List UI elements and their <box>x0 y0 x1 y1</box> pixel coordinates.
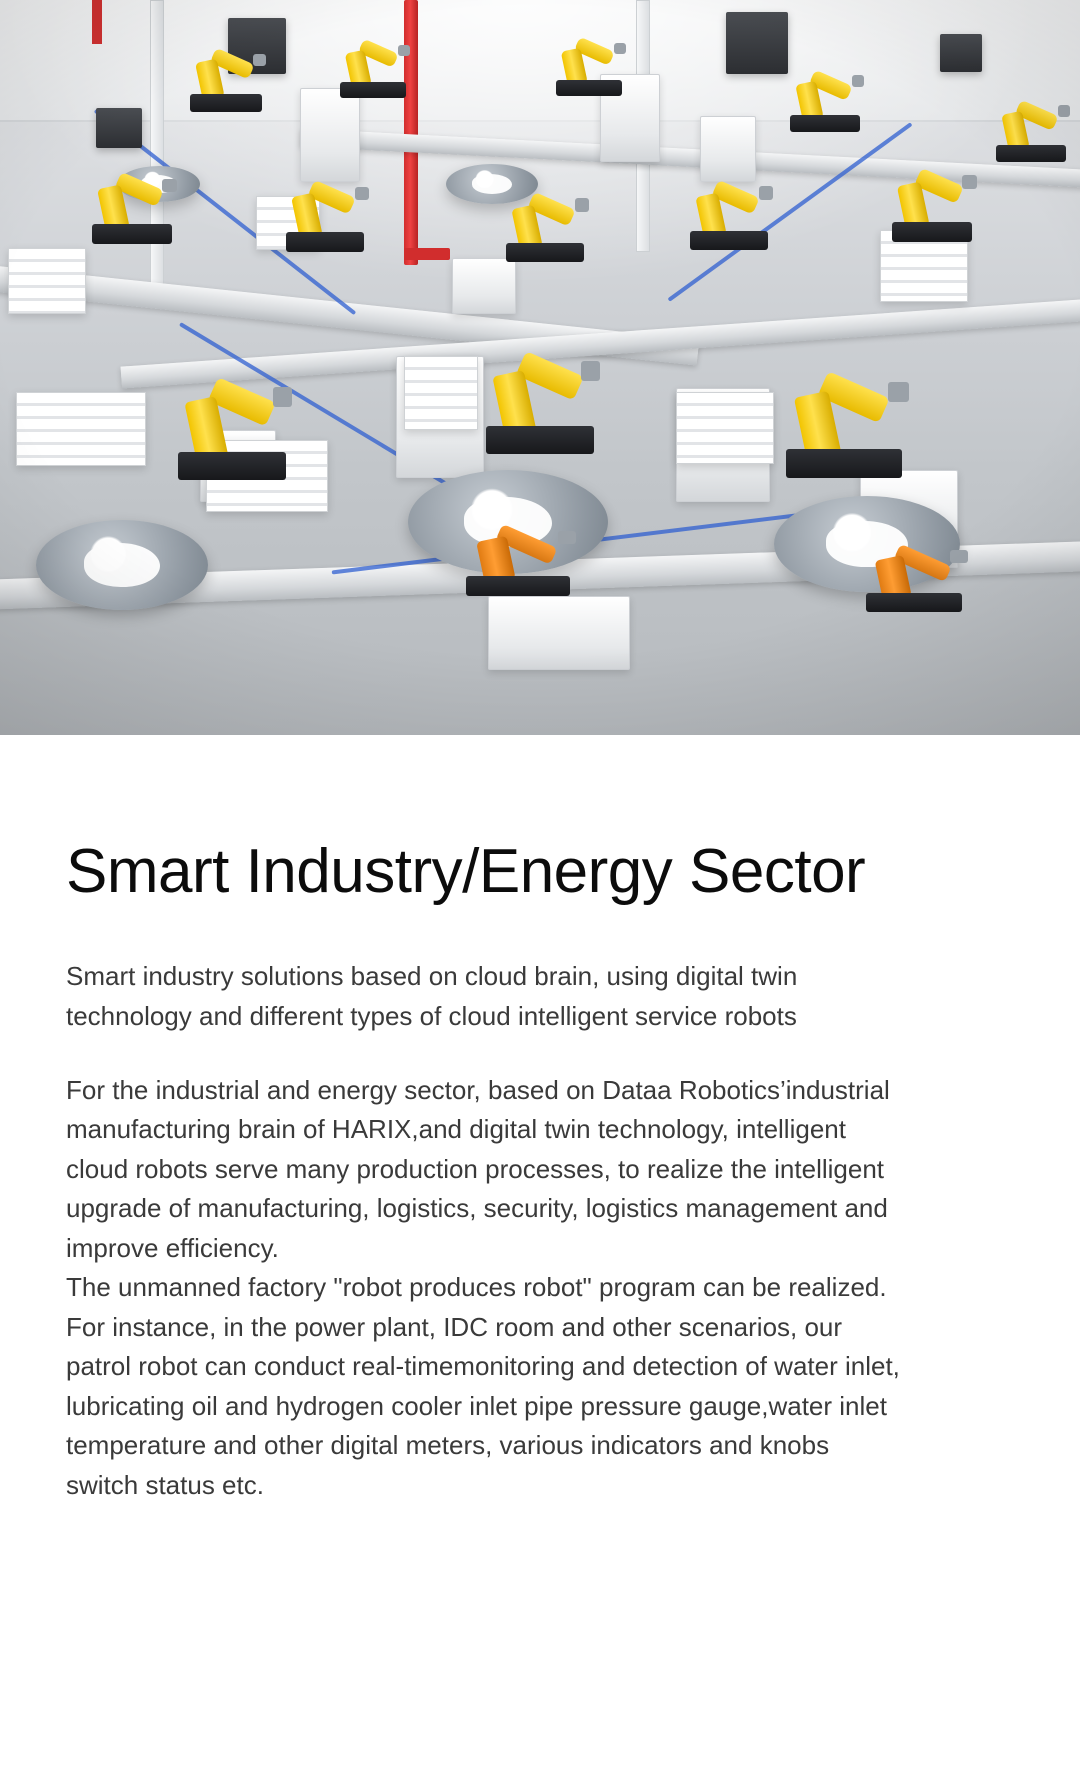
article-paragraph-1: For the industrial and energy sector, based on Dataa Robotics’industrial manufacturing brain of HARIX,and digital twin technology, intelligent cloud robots serve many production processes, to realize the intelligent upgrade of manufacturing, logistics, security, logistics management and improve efficiency. <box>66 1074 890 1263</box>
workstation-cabinet <box>488 596 630 670</box>
robot-arm <box>466 520 570 596</box>
robot-arm <box>178 372 286 480</box>
robot-arm <box>486 346 594 454</box>
robot-arm <box>556 34 622 96</box>
equipment-cabinet <box>96 108 142 148</box>
equipment-cabinet <box>940 34 982 72</box>
robot-arm <box>786 366 902 478</box>
robot-arm <box>190 44 262 112</box>
robot-arm <box>866 540 962 612</box>
robot-arm <box>92 168 172 244</box>
robot-arm <box>790 66 860 132</box>
hero-image <box>0 0 1080 735</box>
robot-arm <box>892 164 972 242</box>
article-lead: Smart industry solutions based on cloud brain, using digital twin technology and different types of cloud intelligent service robots <box>66 961 798 1032</box>
turntable-fixture <box>36 520 208 610</box>
equipment-cabinet <box>726 12 788 74</box>
red-column <box>404 0 418 265</box>
hall-pillar <box>150 0 164 302</box>
robot-arm <box>506 188 584 262</box>
storage-rack <box>676 392 774 464</box>
article-content <box>0 735 1080 1505</box>
workstation-cabinet <box>452 258 516 314</box>
red-column-foot <box>404 248 450 260</box>
robot-arm <box>286 176 364 252</box>
robot-arm <box>996 96 1066 162</box>
article-paragraph-3: For instance, in the power plant, IDC room and other scenarios, our patrol robot can conduct real-timemonitoring and detection of water inlet, lubricating oil and hydrogen cooler inlet pipe pressure gauge,water inlet temperature and other digital meters, various indicators and knobs switch status etc. <box>66 1311 900 1500</box>
robot-arm <box>690 176 768 250</box>
storage-rack <box>16 392 146 466</box>
article-paragraph-2: The unmanned factory "robot produces robot" program can be realized. <box>66 1272 887 1303</box>
page-title: Smart Industry/Energy Sector <box>66 837 866 906</box>
workstation-cabinet <box>700 116 756 182</box>
robot-arm <box>340 36 406 98</box>
storage-rack <box>8 248 86 314</box>
storage-rack <box>404 356 478 430</box>
workstation-cabinet <box>300 88 360 182</box>
red-ceiling-bar <box>92 0 102 44</box>
